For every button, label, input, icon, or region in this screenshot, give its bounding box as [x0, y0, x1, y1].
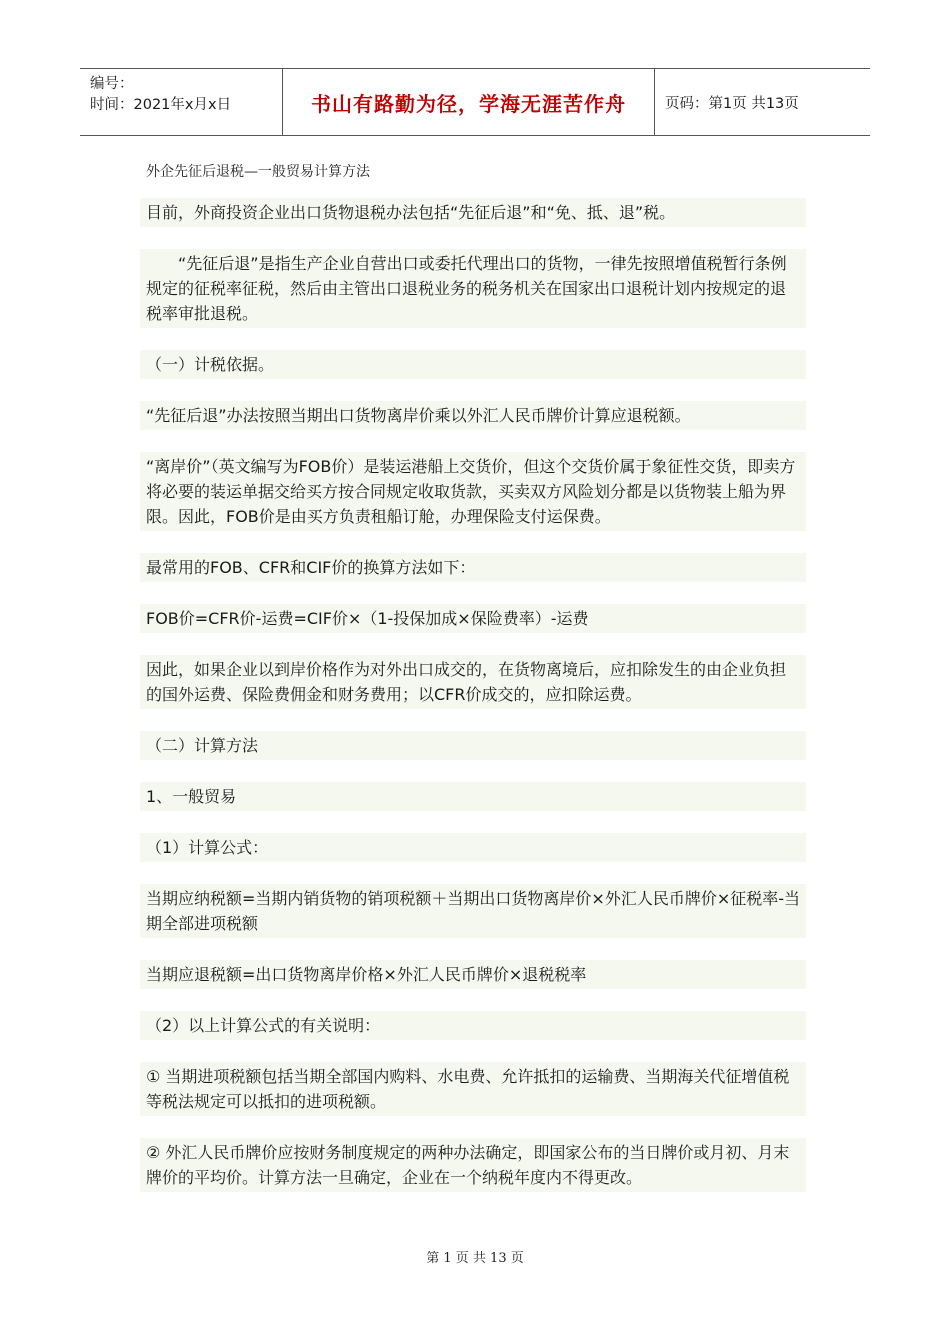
subsection-heading: （1）计算公式：	[140, 833, 806, 862]
section-heading: （一）计税依据。	[140, 350, 806, 379]
page-footer: 第 1 页 共 13 页	[426, 1251, 524, 1266]
paragraph: 最常用的FOB、CFR和CIF价的换算方法如下：	[140, 553, 806, 582]
motto-text: 书山有路勤为径，学海无涯苦作舟	[311, 91, 626, 116]
subsection-heading: （2）以上计算公式的有关说明：	[140, 1011, 806, 1040]
page-header	[80, 68, 870, 136]
paragraph: “先征后退”是指生产企业自营出口或委托代理出口的货物，一律先按照增值税暂行条例规定的征税率征税，然后由主管出口退税业务的税务机关在国家出口退税计划内按规定的退税率审批退税。	[140, 249, 806, 328]
page-number-label: 页码：第1页 共13页	[665, 95, 799, 112]
document-body	[140, 198, 806, 1214]
section-heading: （二）计算方法	[140, 731, 806, 760]
formula: FOB价=CFR价-运费=CIF价×（1-投保加成×保险费率）-运费	[140, 604, 806, 633]
list-item: ② 外汇人民币牌价应按财务制度规定的两种办法确定，即国家公布的当日牌价或月初、月末牌价的平均价。计算方法一旦确定，企业在一个纳税年度内不得更改。	[140, 1138, 806, 1192]
header-motto-cell	[282, 69, 655, 135]
header-meta	[80, 69, 282, 135]
paragraph: 因此，如果企业以到岸价格作为对外出口成交的，在货物离境后，应扣除发生的由企业负担的国外运费、保险费佣金和财务费用；以CFR价成交的，应扣除运费。	[140, 655, 806, 709]
formula: 当期应纳税额=当期内销货物的销项税额＋当期出口货物离岸价×外汇人民币牌价×征税率-当期全部进项税额	[140, 884, 806, 938]
time-label: 时间：2021年x月x日	[90, 97, 232, 113]
formula: 当期应退税额=出口货物离岸价格×外汇人民币牌价×退税税率	[140, 960, 806, 989]
list-item: ① 当期进项税额包括当期全部国内购料、水电费、允许抵扣的运输费、当期海关代征增值税等税法规定可以抵扣的进项税额。	[140, 1062, 806, 1116]
paragraph: 目前，外商投资企业出口货物退税办法包括“先征后退”和“免、抵、退”税。	[140, 198, 806, 227]
number-label: 编号：	[90, 76, 134, 92]
subsection-heading: 1、一般贸易	[140, 782, 806, 811]
document-title: 外企先征后退税—一般贸易计算方法	[146, 164, 370, 180]
paragraph: “离岸价”（英文编写为FOB价）是装运港船上交货价，但这个交货价属于象征性交货，即卖方将必要的装运单据交给买方按合同规定收取货款，买卖双方风险划分都是以货物装上船为界限。因此，FOB价是由买方负责租船订舱，办理保险支付运保费。	[140, 452, 806, 531]
paragraph: “先征后退”办法按照当期出口货物离岸价乘以外汇人民币牌价计算应退税额。	[140, 401, 806, 430]
header-page-cell	[655, 69, 870, 135]
